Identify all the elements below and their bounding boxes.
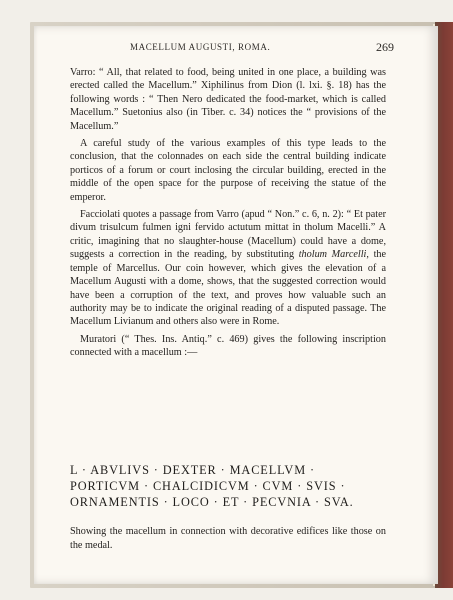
inscription-line-3: ORNAMENTIS · LOCO · ET · PECVNIA · SVA.: [70, 495, 354, 509]
paragraph-varro: Varro: “ All, that related to food, being united in one place, a building was erected called the Macellum.” Xiphilinus from Dion (l. lxi. §. 18) has the following words : “ Then Nero dedicated the food-market, which is called Macellum.” Suetonius also (in Tiber. c. 34) notices the “ provisions of the Macellum.”: [70, 67, 386, 132]
page-number: 269: [376, 40, 394, 54]
paragraph-muratori: Muratori (“ Thes. Ins. Antiq.” c. 469) gives the following inscription connected with a macellum :—: [70, 333, 386, 359]
paragraph-colonnades: A careful study of the various examples of this type leads to the conclusion, that the colonnades on each side the central building indicate porticos of a forum or court inclosing the circular building, erected in the middle of the open space for the purpose of receiving the statue of the emperor.: [70, 138, 386, 203]
latin-inscription: [70, 462, 388, 510]
main-text: [70, 66, 386, 360]
running-head-title: MACELLUM AUGUSTI, ROMA.: [130, 42, 271, 52]
tholum-marcelli-italic: tholum Marcelli: [298, 249, 367, 261]
paragraph-closing: Showing the macellum in connection with decorative edifices like those on the medal.: [70, 526, 386, 551]
paragraph-facciolati: [70, 208, 386, 329]
inscription-line-1: L · ABVLIVS · DEXTER · MACELLVM ·: [70, 463, 315, 477]
running-head: [70, 40, 420, 56]
paragraph-facciolati-end: , the temple of Marcellus. Our coin however, which gives the elevation of a Macellum Augusti with a dome, shows, that the suggested correction would have been a corruption of the text, and proves how valuable such an authority may be to indicate the original reading of a disputed passage. The Macellum Livianum and others also were in Rome.: [70, 249, 387, 328]
inscription-line-2: PORTICVM · CHALCIDICVM · CVM · SVIS ·: [70, 479, 346, 493]
paragraph-facciolati-start: Facciolati quotes a passage from Varro (apud “ Non.” c. 6, n. 2): “ Et pater divum trisulcum fulmen igni fervido actutum mittat in tholum Macelli.” A critic, imagining that no slaughter-house (Macellum) could have a dome, suggests a correction in the reading, by substituting: [70, 209, 386, 261]
closing-text: [70, 515, 386, 562]
